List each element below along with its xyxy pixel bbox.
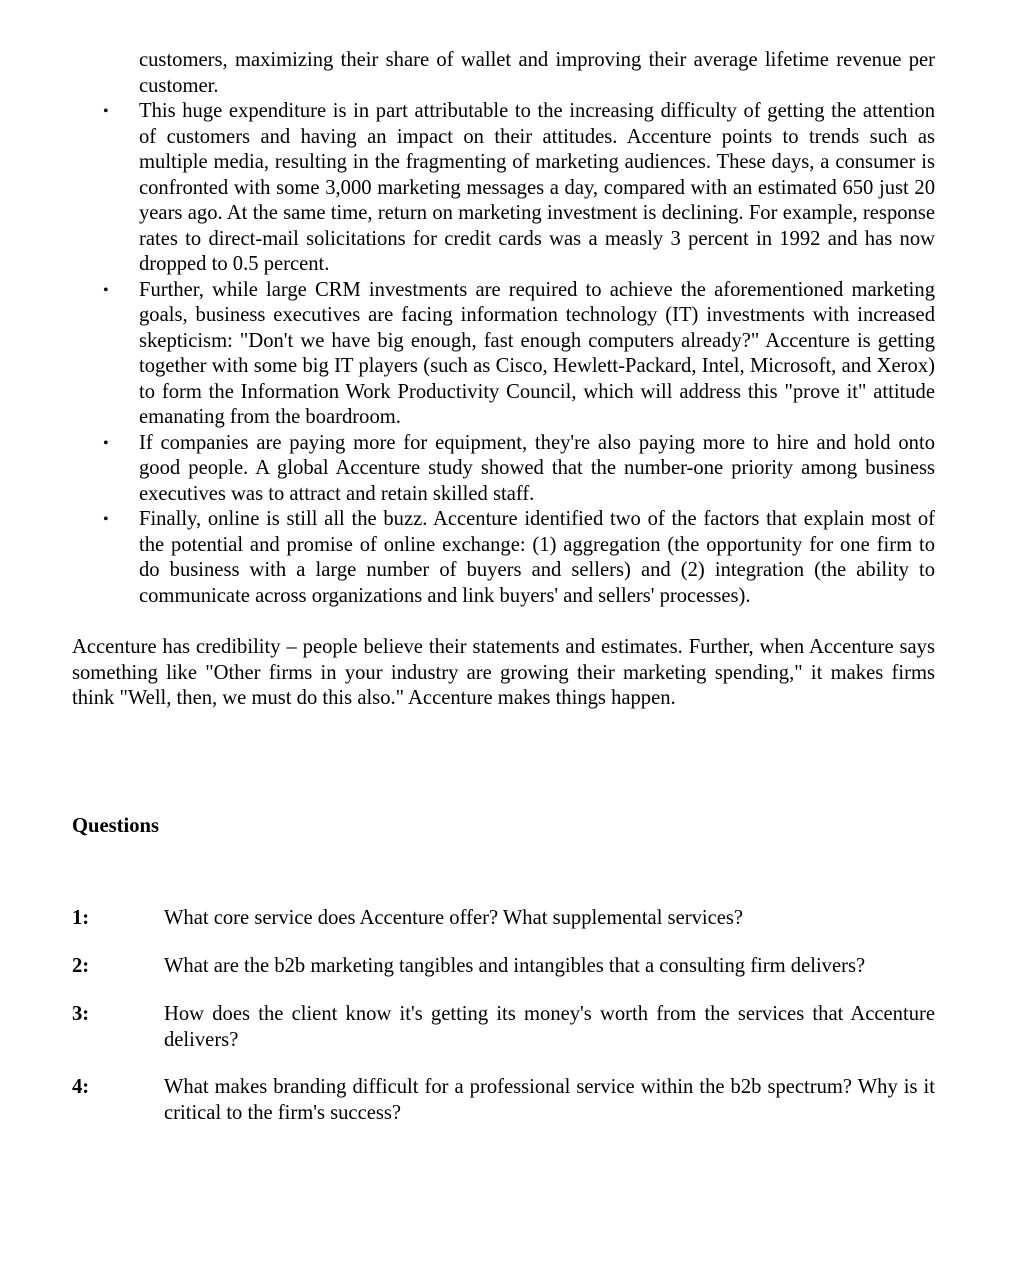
bullet-item <box>103 278 935 431</box>
bullet-item <box>103 431 935 508</box>
question-text: What core service does Accenture offer? What supplemental services? <box>164 907 744 929</box>
bullet-item <box>103 99 935 278</box>
bullet-text: If companies are paying more for equipment, they're also paying more to hire and hold onto good people. A global Accenture study showed that the number-one priority among business executives was to attract and retain skilled staff. <box>139 431 935 505</box>
question-item <box>72 1075 935 1126</box>
bullet-text: Further, while large CRM investments are required to achieve the aforementioned marketing goals, business executives are facing information technology (IT) investments with increased skepticism: "Don't we have big enough, fast enough computers already?" Accenture is getting together with some big IT players (such as Cisco, Hewlett-Packard, Intel, Microsoft, and Xerox) to form the Information Work Productivity Council, which will address this "prove it" attitude emanating from the boardroom. <box>139 278 935 428</box>
question-item <box>72 954 935 980</box>
continuation-text: customers, maximizing their share of wallet and improving their average lifetime revenue per customer. <box>139 49 935 97</box>
bullet-list <box>72 99 935 609</box>
bullet-text: Finally, online is still all the buzz. Accenture identified two of the factors that explain most of the potential and promise of online exchange: (1) aggregation (the opportunity for one firm to do business with a large number of buyers and sellers) and (2) integration (the ability to communicate across organizations and link buyers' and sellers' processes). <box>139 508 935 607</box>
question-number: 4: <box>72 1076 90 1098</box>
bullet-icon: • <box>103 103 109 120</box>
question-number: 2: <box>72 955 90 977</box>
questions-list <box>72 906 935 1148</box>
question-item <box>72 1002 935 1053</box>
questions-heading: Questions <box>72 815 159 837</box>
question-item <box>72 906 935 932</box>
question-number: 3: <box>72 1003 90 1025</box>
bullet-item <box>103 507 935 609</box>
bullet-icon: • <box>103 434 109 452</box>
document-page <box>72 48 935 1124</box>
question-number: 1: <box>72 907 90 929</box>
closing-paragraph: Accenture has credibility – people believe their statements and estimates. Further, when Accenture says something like "Other firms in your industry are growing their marketing spending," it makes firms think "Well, then, we must do this also." Accenture makes things happen. <box>72 636 935 709</box>
question-text: How does the client know it's getting its money's worth from the services that Accenture delivers? <box>164 1003 935 1051</box>
question-text: What are the b2b marketing tangibles and intangibles that a consulting firm delivers? <box>164 955 866 977</box>
bullet-icon: • <box>103 281 109 299</box>
bullet-icon: • <box>103 511 109 528</box>
question-text: What makes branding difficult for a professional service within the b2b spectrum? Why is it critical to the firm's success? <box>164 1076 935 1124</box>
bullet-text: This huge expenditure is in part attributable to the increasing difficulty of getting the attention of customers and having an impact on their attitudes. Accenture points to trends such as multiple media, resulting in the fragmenting of marketing audiences. These days, a consumer is confronted with some 3,000 marketing messages a day, compared with an estimated 650 just 20 years ago. At the same time, return on marketing investment is declining. For example, response rates to direct-mail solicitations for credit cards was a measly 3 percent in 1992 and has now dropped to 0.5 percent. <box>139 100 935 275</box>
